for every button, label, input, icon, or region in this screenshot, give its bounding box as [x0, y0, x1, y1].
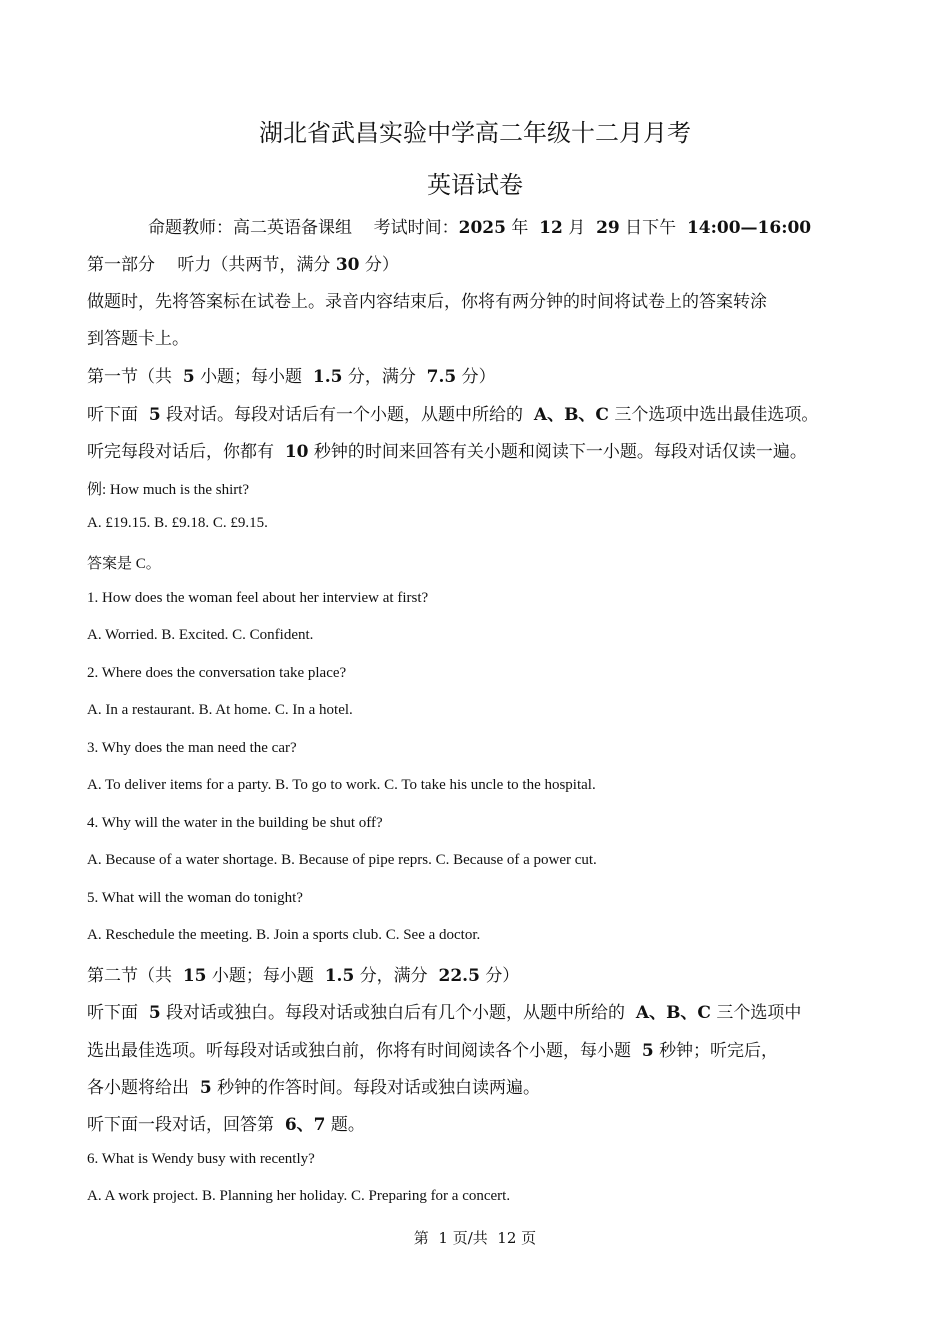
part1-heading-prefix: 第一部分 听力（共两节，满分 [87, 255, 331, 275]
s2-l4-b: 题。 [330, 1115, 365, 1135]
s1-d2-b: 秒钟的时间来回答有关小题和阅读下一小题。每段对话仅读一遍。 [313, 442, 807, 462]
s2-l1-c: 三个选项中 [716, 1003, 802, 1023]
s1-d1-b: 段对话。每段对话后有一个小题，从题中所给的 [166, 405, 524, 425]
s2-l3-num: 5 [199, 1078, 212, 1098]
part1-score: 30 [335, 255, 360, 275]
day-suffix: 日下午 [625, 218, 677, 238]
section1-heading [87, 362, 496, 387]
part1-instruction-line2: 到答题卡上。 [87, 329, 189, 349]
exam-day: 29 [596, 218, 620, 238]
part1-heading [87, 250, 399, 275]
s2-l2-a: 选出最佳选项。听每段对话或独白前，你将有时间阅读各个小题，每小题 [87, 1041, 631, 1061]
s2-l3-b: 秒钟的作答时间。每段对话或独白读两遍。 [217, 1078, 541, 1098]
s1-total: 7.5 [426, 367, 457, 387]
s2-total: 22.5 [438, 966, 480, 986]
s2-h-d: 分） [485, 966, 520, 986]
s2-l3-a: 各小题将给出 [87, 1078, 189, 1098]
teacher-label: 命题教师： [148, 218, 233, 238]
exam-year: 2025 [458, 218, 506, 238]
s2-l1-opts: A、B、C [635, 1003, 711, 1023]
s1-h-b: 小题；每小题 [200, 367, 303, 387]
question-1: 1. How does the woman feel about her interview at first? [87, 590, 429, 606]
s2-l1-b: 段对话或独白。每段对话或独白后有几个小题，从题中所给的 [166, 1003, 626, 1023]
page-total: 12 [497, 1229, 517, 1247]
exam-title: 湖北省武昌实验中学高二年级十二月月考 [259, 119, 691, 147]
page-number: 1 [438, 1229, 448, 1247]
s1-count: 5 [182, 367, 195, 387]
s1-h-d: 分） [461, 367, 496, 387]
question-4-options: A. Because of a water shortage. B. Because of pipe reprs. C. Because of a power cut. [87, 852, 597, 868]
question-3: 3. Why does the man need the car? [87, 740, 297, 756]
question-1-options: A. Worried. B. Excited. C. Confident. [87, 627, 314, 643]
exam-info [148, 213, 811, 238]
year-unit: 年 [511, 218, 529, 238]
time-label: 考试时间： [373, 218, 459, 238]
s1-d1-c: 三个选项中选出最佳选项。 [614, 405, 819, 425]
exam-month: 12 [539, 218, 563, 238]
s1-d2-a: 听完每段对话后，你都有 [87, 442, 274, 462]
section2-heading [87, 961, 519, 986]
section2-directions-line1 [87, 998, 801, 1023]
section2-directions-line4 [87, 1110, 365, 1135]
exam-time-range: 14:00—16:00 [686, 218, 812, 238]
question-6-options: A. A work project. B. Planning her holiday. C. Preparing for a concert. [87, 1188, 511, 1204]
example-question: 例: How much is the shirt? [87, 482, 250, 498]
example-options: A. £19.15. B. £9.18. C. £9.15. [87, 515, 268, 531]
s1-each: 1.5 [312, 367, 343, 387]
s2-l2-b: 秒钟；听完后， [659, 1041, 779, 1061]
question-5: 5. What will the woman do tonight? [87, 890, 303, 906]
footer-b: 页/共 [452, 1229, 488, 1247]
question-2-options: A. In a restaurant. B. At home. C. In a hotel. [87, 702, 353, 718]
exam-subtitle: 英语试卷 [427, 171, 523, 199]
s1-h-a: 第一节（共 [87, 367, 172, 387]
question-2: 2. Where does the conversation take place? [87, 665, 347, 681]
s2-l4-a: 听下面一段对话，回答第 [87, 1115, 274, 1135]
question-4: 4. Why will the water in the building be shut off? [87, 815, 383, 831]
s1-d1-a: 听下面 [87, 405, 138, 425]
s2-h-b: 小题；每小题 [211, 966, 314, 986]
s2-h-c: 分，满分 [359, 966, 428, 986]
footer-a: 第 [413, 1229, 429, 1247]
part1-instruction-line1: 做题时，先将答案标在试卷上。录音内容结束后，你将有两分钟的时间将试卷上的答案转涂 [87, 292, 767, 312]
s2-l1-num: 5 [148, 1003, 161, 1023]
section1-directions-line2 [87, 437, 807, 462]
footer-c: 页 [521, 1229, 537, 1247]
question-3-options: A. To deliver items for a party. B. To go to work. C. To take his uncle to the hospital. [87, 777, 596, 793]
page-footer [0, 1227, 950, 1248]
s2-count: 15 [182, 966, 207, 986]
s1-h-c: 分，满分 [347, 367, 416, 387]
s1-d1-num: 5 [148, 405, 161, 425]
section2-directions-line2 [87, 1036, 778, 1061]
s2-h-a: 第二节（共 [87, 966, 172, 986]
s2-each: 1.5 [324, 966, 355, 986]
s2-l1-a: 听下面 [87, 1003, 138, 1023]
teacher: 高二英语备课组 [233, 218, 352, 238]
s2-l2-num: 5 [641, 1041, 654, 1061]
part1-heading-suffix: 分） [364, 255, 399, 275]
section1-directions-line1 [87, 400, 818, 425]
s1-d1-opts: A、B、C [533, 405, 609, 425]
section2-directions-line3 [87, 1073, 540, 1098]
s2-l4-nums: 6、7 [284, 1115, 326, 1135]
question-6: 6. What is Wendy busy with recently? [87, 1151, 315, 1167]
s1-d2-num: 10 [284, 442, 309, 462]
example-answer: 答案是 C。 [87, 556, 161, 572]
month-unit: 月 [568, 218, 586, 238]
question-5-options: A. Reschedule the meeting. B. Join a sports club. C. See a doctor. [87, 927, 481, 943]
